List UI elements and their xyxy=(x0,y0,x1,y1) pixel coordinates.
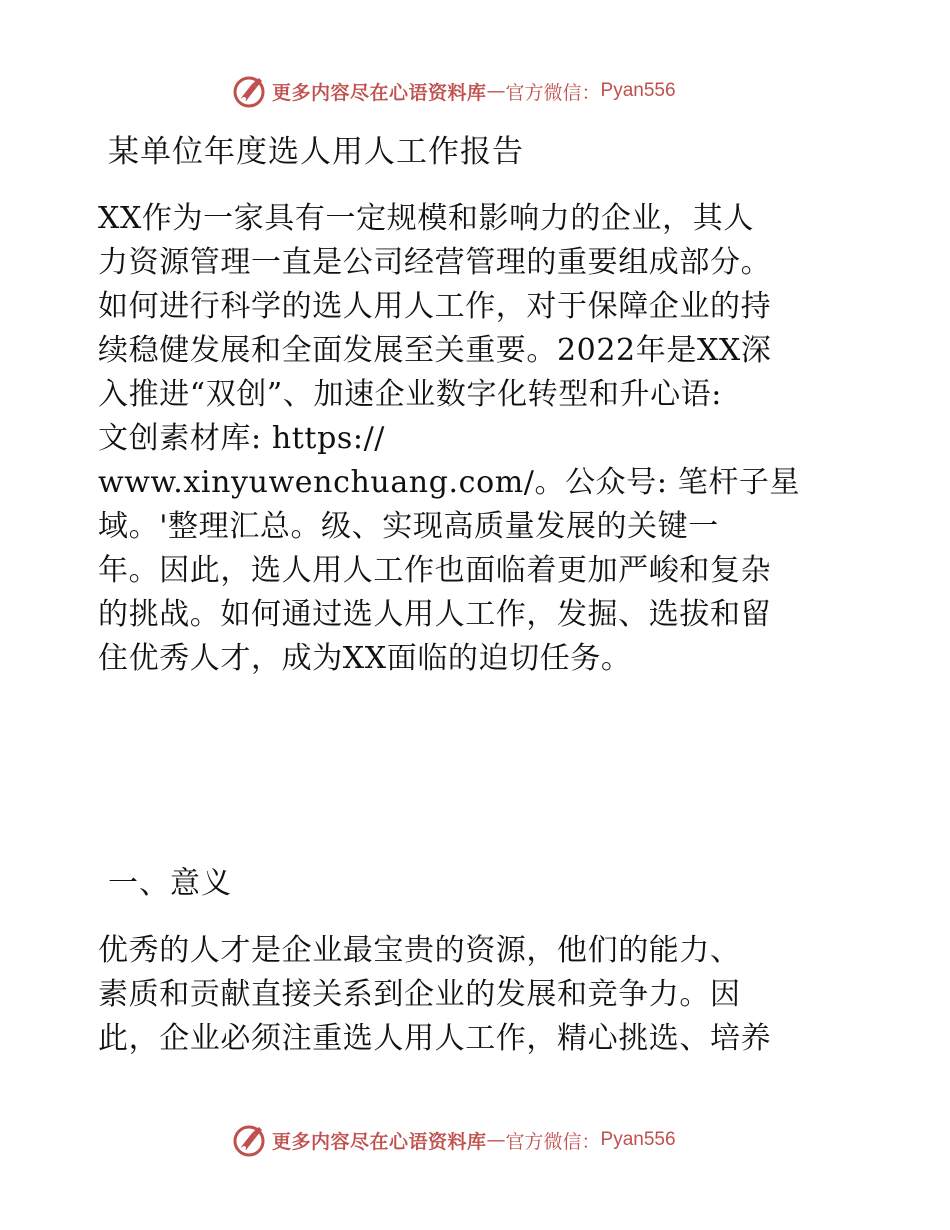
banner-wechat-id: Pyan556 xyxy=(600,1129,676,1150)
paragraph-line: 优秀的人才是企业最宝贵的资源，他们的能力、 xyxy=(98,933,741,968)
banner-separator: — xyxy=(486,1129,506,1151)
brand-logo-icon xyxy=(232,1123,266,1157)
paragraph-line: 文创素材库: https:// xyxy=(98,421,385,456)
paragraph-line: 力资源管理一直是公司经营管理的重要组成部分。 xyxy=(98,245,772,280)
paragraph-line: 此，企业必须注重选人用人工作，精心挑选、培养 xyxy=(98,1021,772,1056)
paragraph-significance xyxy=(98,929,858,1061)
footer-banner xyxy=(232,1120,676,1160)
paragraph-line: 入推进“双创”、加速企业数字化转型和升心语: xyxy=(98,377,722,412)
paragraph-line: 素质和贡献直接关系到企业的发展和竞争力。因 xyxy=(98,977,741,1012)
paragraph-line: 如何进行科学的选人用人工作，对于保障企业的持 xyxy=(98,289,772,324)
document-title: 某单位年度选人用人工作报告 xyxy=(108,134,524,170)
banner-main-text: 更多内容尽在心语资料库 xyxy=(272,1130,487,1153)
paragraph-line: XX作为一家具有一定规模和影响力的企业，其人 xyxy=(98,201,754,236)
banner-separator: — xyxy=(486,80,506,102)
paragraph-line: 年。因此，选人用人工作也面临着更加严峻和复杂 xyxy=(98,553,772,588)
paragraph-line: 域。'整理汇总。级、实现高质量发展的关键一 xyxy=(98,509,719,544)
header-banner xyxy=(232,71,676,111)
paragraph-intro xyxy=(98,197,858,681)
banner-sub-text: 官方微信： xyxy=(505,1130,601,1153)
section-heading-significance: 一、意义 xyxy=(108,866,232,901)
paragraph-line: 住优秀人才，成为XX面临的迫切任务。 xyxy=(98,641,632,676)
banner-sub-text: 官方微信： xyxy=(505,81,601,104)
paragraph-line: www.xinyuwenchuang.com/。公众号: 笔杆子星 xyxy=(98,465,801,500)
brand-logo-icon xyxy=(232,74,266,108)
banner-wechat-id: Pyan556 xyxy=(600,80,676,101)
banner-main-text: 更多内容尽在心语资料库 xyxy=(272,81,487,104)
paragraph-line: 的挑战。如何通过选人用人工作，发掘、选拔和留 xyxy=(98,597,772,632)
paragraph-line: 续稳健发展和全面发展至关重要。2022年是XX深 xyxy=(98,333,772,368)
